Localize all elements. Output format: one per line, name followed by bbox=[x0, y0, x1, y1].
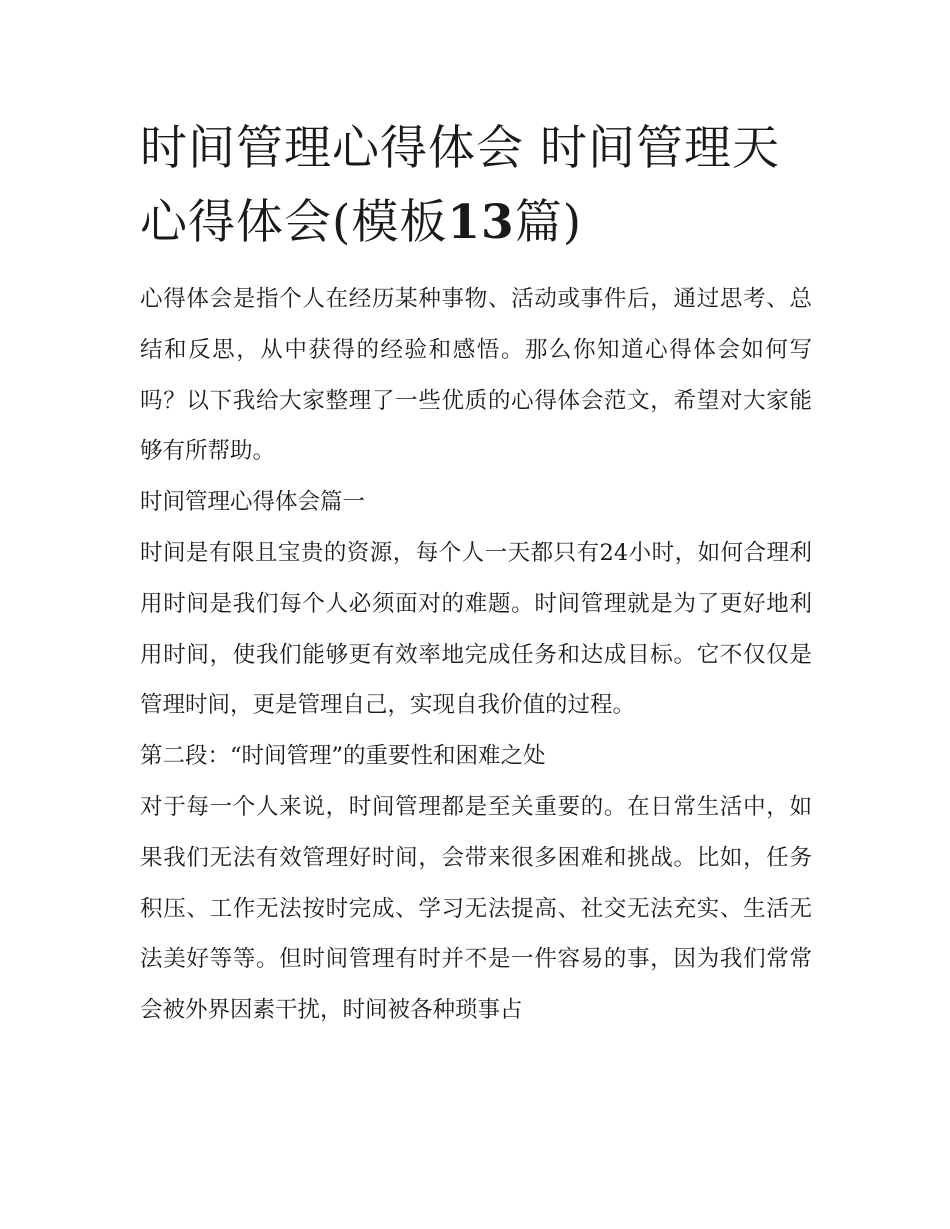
title-number: 13 bbox=[447, 195, 515, 250]
intro-paragraph: 心得体会是指个人在经历某种事物、活动或事件后，通过思考、总结和反思，从中获得的经验和感悟。那么你知道心得体会如何写吗？以下我给大家整理了一些优质的心得体会范文，希望对大家能够有所帮助。 bbox=[140, 286, 812, 465]
document-title bbox=[140, 112, 812, 260]
section-paragraph-1: 时间是有限且宝贵的资源，每个人一天都只有24小时，如何合理利用时间是我们每个人必须面对的难题。时间管理就是为了更好地利用时间，使我们能够更有效率地完成任务和达成目标。它不仅仅是管理时间，更是管理自己，实现自我价值的过程。 bbox=[140, 539, 812, 719]
document-page bbox=[140, 112, 812, 1036]
title-suffix: 篇) bbox=[514, 195, 583, 250]
section-paragraph-2: 对于每一个人来说，时间管理都是至关重要的。在日常生活中，如果我们无法有效管理好时间，会带来很多困难和挑战。比如，任务积压、工作无法按时完成、学习无法提高、社交无法充实、生活无法美好等等。但时间管理有时并不是一件容易的事，因为我们常常会被外界因素干扰，时间被各种琐事占 bbox=[140, 793, 812, 1024]
section-heading-2: 第二段：“时间管理”的重要性和困难之处 bbox=[140, 743, 546, 770]
section-heading-1: 时间管理心得体会篇一 bbox=[140, 489, 366, 516]
title-text: 时间管理心得体会 时间管理天心得体会(模板 bbox=[140, 121, 780, 250]
